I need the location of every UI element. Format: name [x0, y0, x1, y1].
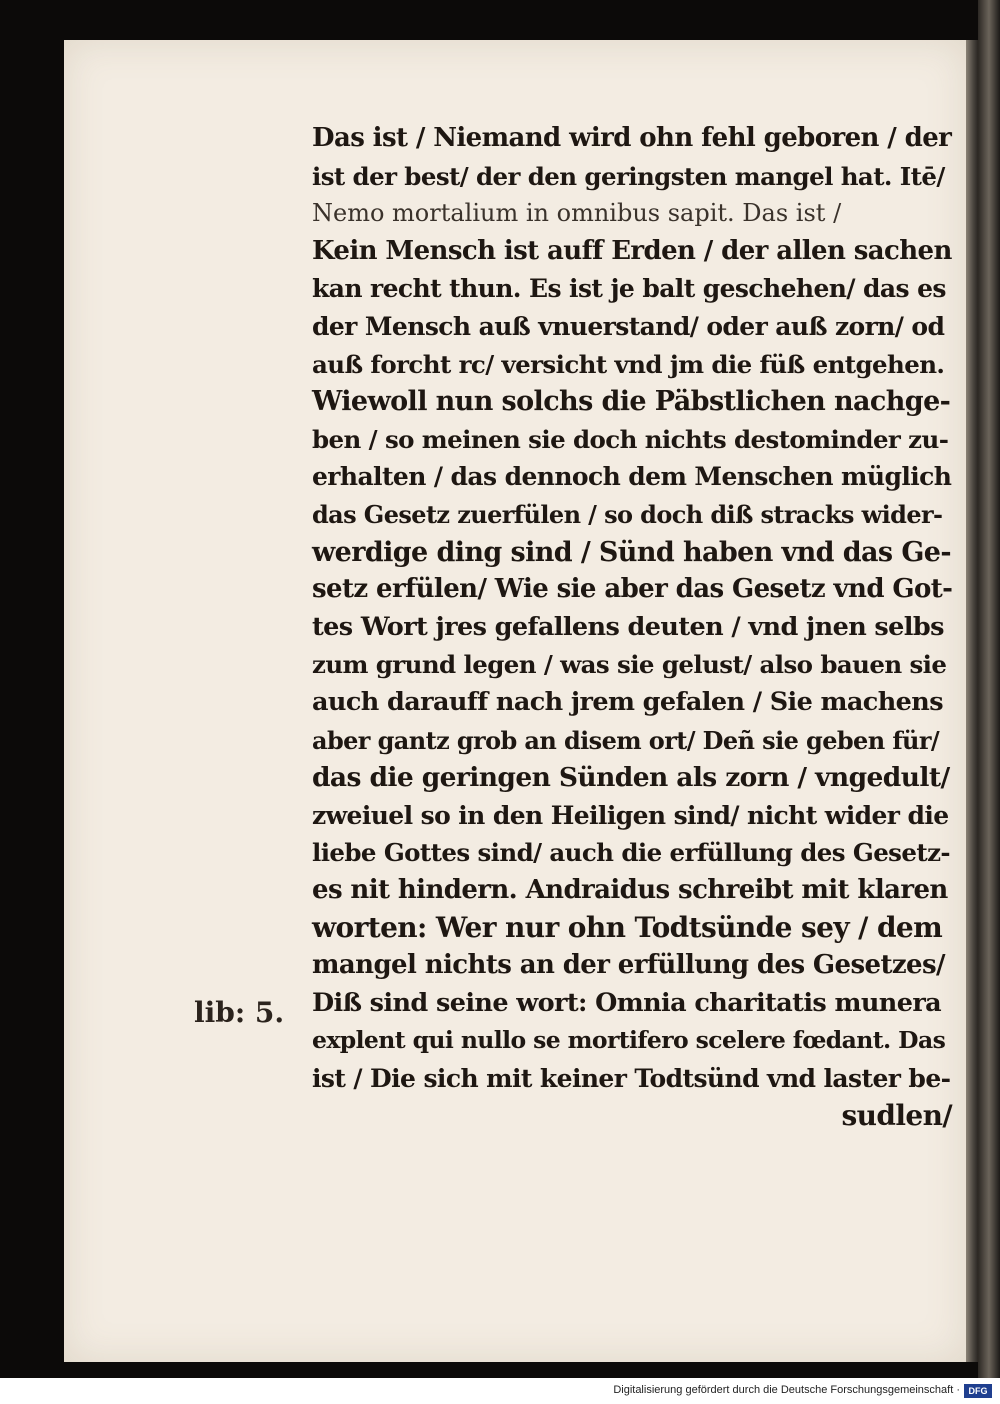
text-line: Diß sind seine wort: Omnia charitatis munera	[312, 987, 942, 1018]
text-line: aber gantz grob an disem ort/ Deñ sie geben für/	[312, 725, 940, 755]
dfg-logo: DFG	[964, 1384, 992, 1398]
text-line: ist der best/ der den geringsten mangel hat. Itē/	[312, 161, 945, 191]
text-line: liebe Gottes sind/ auch die erfüllung des Gesetz-	[312, 838, 950, 868]
text-line: sudlen/	[841, 1099, 952, 1133]
text-line: Wiewoll nun solchs die Päbstlichen nachge-	[312, 386, 951, 418]
text-line: zweiuel so in den Heiligen sind/ nicht wider die	[312, 800, 949, 830]
text-line: ist / Die sich mit keiner Todtsünd vnd laster be-	[312, 1063, 951, 1093]
text-line: kan recht thun. Es ist je balt geschehen/ das es	[312, 274, 946, 304]
text-block	[312, 120, 952, 1135]
text-line: es nit hindern. Andraidus schreibt mit klaren	[312, 874, 948, 905]
margin-note: lib: 5.	[194, 996, 285, 1029]
text-line: Kein Mensch ist auff Erden / der allen sachen	[312, 235, 952, 266]
text-line: Nemo mortalium in omnibus sapit. Das ist /	[312, 199, 842, 228]
footer-bar	[0, 1378, 1000, 1404]
book-spine	[978, 0, 1000, 1378]
text-line: zum grund legen / was sie gelust/ also bauen sie	[312, 650, 947, 680]
text-line: das Gesetz zuerfülen / so doch diß stracks wider-	[312, 499, 943, 529]
text-line: mangel nichts an der erfüllung des Gesetzes/	[312, 950, 945, 981]
text-line: erhalten / das dennoch dem Menschen müglich	[312, 462, 952, 492]
text-line: setz erfülen/ Wie sie aber das Gesetz vnd Got-	[312, 574, 953, 605]
funding-credit: Digitalisierung gefördert durch die Deutsche Forschungsgemeinschaft ·	[613, 1384, 960, 1396]
page-edge	[966, 40, 978, 1362]
text-line: werdige ding sind / Sünd haben vnd das Ge-	[312, 536, 951, 568]
text-line: explent qui nullo se mortifero scelere fœdant. Das	[312, 1026, 946, 1055]
text-line: das die geringen Sünden als zorn / vngedult/	[312, 762, 950, 794]
text-line: auß forcht rc/ versicht vnd jm die füß entgehen.	[312, 349, 945, 379]
text-line: auch darauff nach jrem gefalen / Sie machens	[312, 686, 943, 717]
text-line: ben / so meinen sie doch nichts destominder zu-	[312, 424, 949, 454]
text-line: tes Wort jres gefallens deuten / vnd jnen selbs	[312, 611, 944, 642]
text-line: der Mensch auß vnuerstand/ oder auß zorn/ od	[312, 311, 945, 341]
text-line: Das ist / Niemand wird ohn fehl geboren / der	[312, 123, 952, 153]
text-line: worten: Wer nur ohn Todtsünde sey / dem	[312, 911, 943, 945]
